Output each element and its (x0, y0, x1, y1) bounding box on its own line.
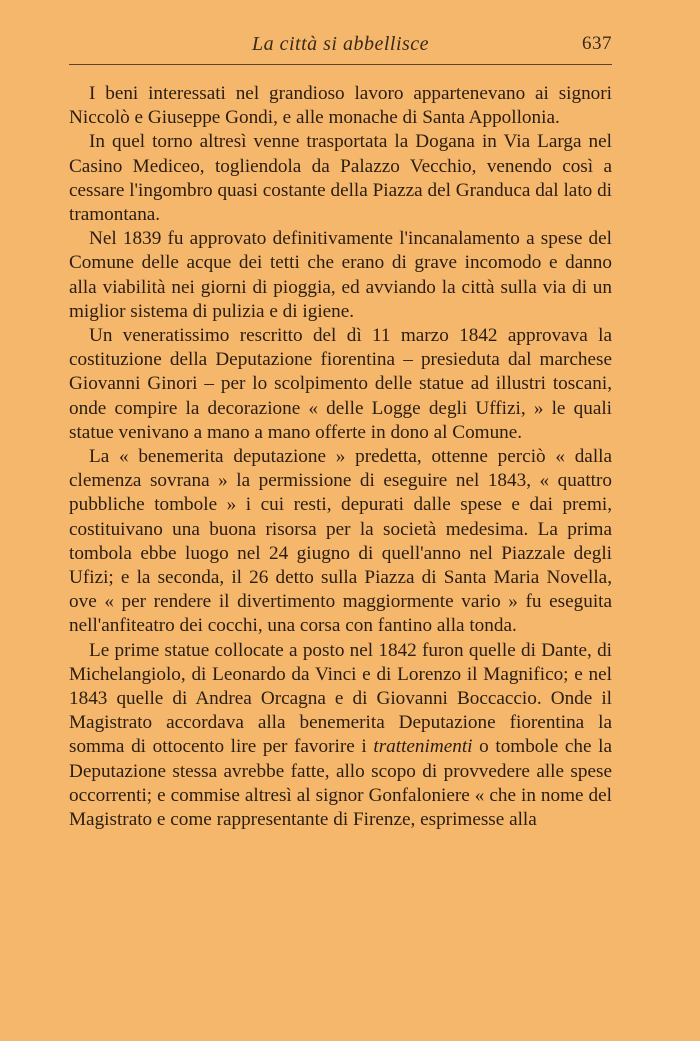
paragraph: La « benemerita deputazione » predetta, ottenne perciò « dalla clemenza sovrana » la permissione di eseguire nel 1843, « quattro pubbliche tombole » i cui resti, depurati dalle spese e dai premi, costituivano una buona risorsa per la società medesima. La prima tombola ebbe luogo nel 24 giugno di quell'anno nel Piazzale degli Ufizi; e la seconda, il 26 detto sulla Piazza di Santa Maria Novella, ove « per rendere il divertimento maggiormente vario » fu eseguita nell'anfiteatro dei cocchi, una corsa con fantino alla tonda. (69, 446, 612, 637)
paragraph: I beni interessati nel grandioso lavoro appartenevano ai signori Niccolò e Giuseppe Gondi, e alle monache di Santa Appollonia. (69, 83, 612, 129)
italic-term: trattenimenti (373, 736, 473, 758)
page-number: 637 (582, 33, 612, 54)
page-header (69, 0, 612, 57)
body-text (69, 82, 612, 832)
paragraph: In quel torno altresì venne trasportata la Dogana in Via Larga nel Casino Mediceo, togliendola da Palazzo Vecchio, venendo così a cessare l'ingombro quasi costante della Piazza del Granduca dal lato di tramontana. (69, 131, 612, 226)
paragraph-text: o tombole che la Deputazione stessa avrebbe fatte, allo scopo di provvedere alle spese occorrenti; e commise altresì al signor Gonfaloniere « che in nome del Magistrato e come rappresentante di Firenze, esprimesse alla (69, 736, 612, 831)
header-rule (69, 64, 612, 65)
paragraph: Un veneratissimo rescritto del dì 11 marzo 1842 approvava la costituzione della Deputazione fiorentina – presieduta dal marchese Giovanni Ginori – per lo scolpimento delle statue ad illustri toscani, onde compire la decorazione « delle Logge degli Uffizi, » le quali statue venivano a mano a mano offerte in dono al Comune. (69, 325, 612, 443)
paragraph: Nel 1839 fu approvato definitivamente l'incanalamento a spese del Comune delle acque dei tetti che erano di grave incomodo e danno alla viabilità nei giorni di pioggia, ed avviando la città sulla via di un miglior sistema di pulizia e di igiene. (69, 228, 612, 322)
paragraph-last (69, 639, 612, 833)
running-head: La città si abbellisce (251, 33, 430, 55)
paragraph-text: Le prime statue collocate a posto nel 1842 furon quelle di Dante, di Michelangiolo, di Leonardo da Vinci e di Lorenzo il Magnifico; e nel 1843 quelle di Andrea Orcagna e di Giovanni Boccaccio. Onde il Magistrato accordava alla benemerita Deputazione fiorentina la somma di ottocento lire per favorire i (69, 639, 612, 758)
